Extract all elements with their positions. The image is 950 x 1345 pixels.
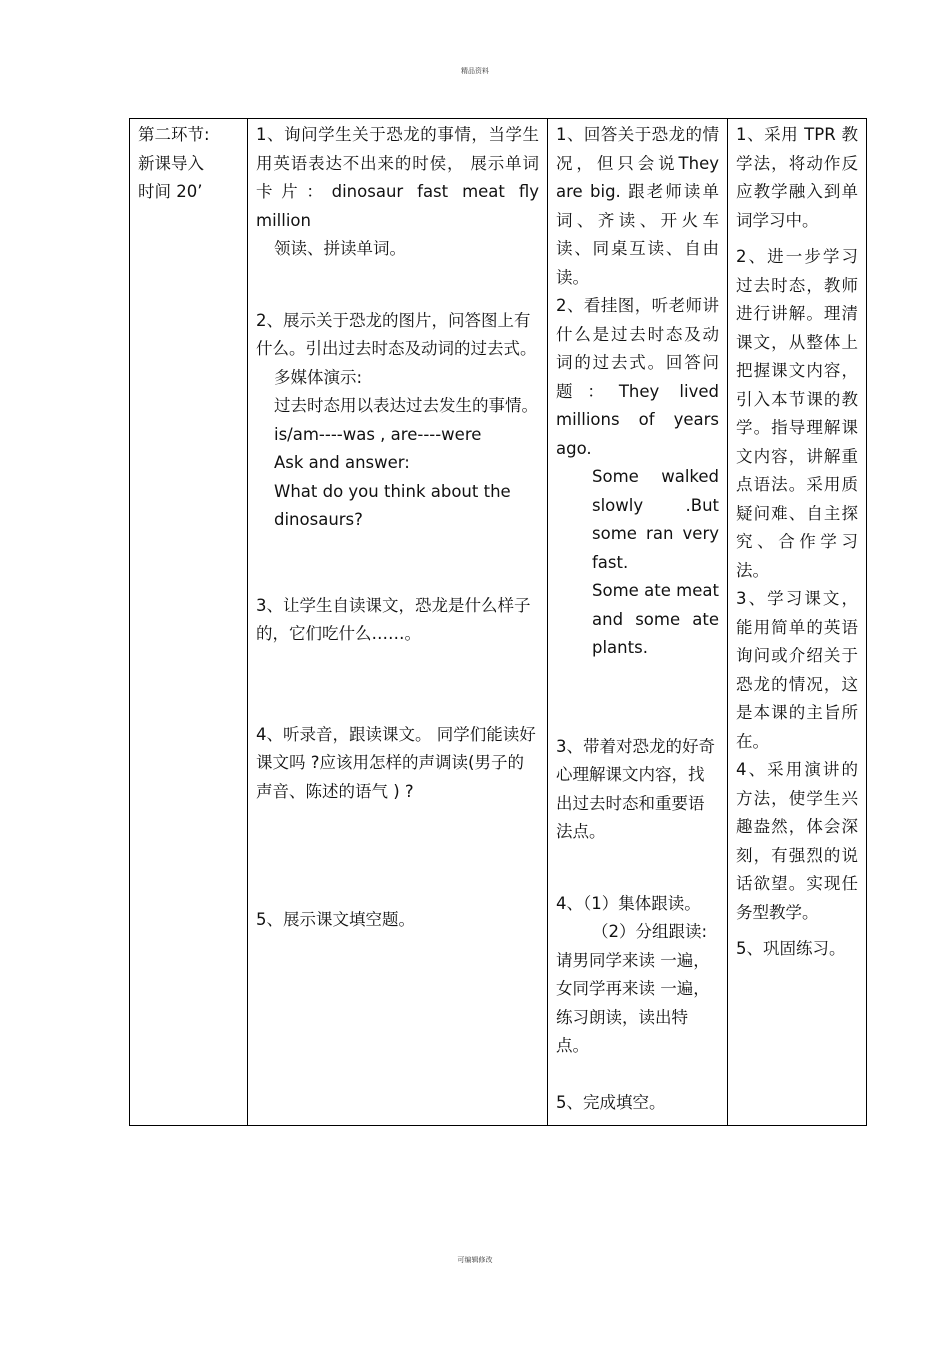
intent-3: 3、学习课文，能用简单的英语询问或介绍关于恐龙的情况，这是本课的主旨所在。: [736, 589, 858, 751]
footer-note: 可编辑修改: [457, 1256, 493, 1264]
student-step-2-example-1: Some walked slowly .But some ran very fast.: [592, 467, 719, 572]
stage-label: 第二环节:: [138, 125, 210, 144]
lesson-plan-table: [129, 118, 867, 1126]
stage-time: 时间 20’: [138, 182, 203, 201]
teacher-step-4: 4、听录音，跟读课文。 同学们能读好课文吗 ?应该用怎样的声调读(男子的声音、陈述的语气 ) ?: [256, 724, 536, 801]
teacher-step-2-ask: Ask and answer:: [274, 453, 410, 472]
intent-2: 2、进一步学习过去时态，教师进行讲解。理清课文，从整体上把握课文内容，引入本节课的教学。指导理解课文内容，讲解重点语法。采用质疑问难、自主探究、合作学习法。: [736, 247, 858, 580]
student-step-4: 4、（1）集体跟读。: [556, 893, 701, 913]
teacher-step-3: 3、让学生自读课文，恐龙是什么样子的，它们吃什么……。: [256, 595, 531, 643]
intent-4: 4、采用演讲的方法，使学生兴趣盎然，体会深刻，有强烈的说话欲望。实现任务型教学。: [736, 760, 858, 922]
student-step-5: 5、完成填空。: [556, 1092, 666, 1112]
student-step-2-example-2: Some ate meat and some ate plants.: [592, 581, 719, 657]
stage-title: 新课导入: [138, 153, 204, 173]
teacher-activity-cell: [248, 119, 548, 1126]
student-activity-cell: [548, 119, 728, 1126]
teacher-step-2: 2、展示关于恐龙的图片，问答图上有什么。引出过去时态及动词的过去式。: [256, 310, 537, 358]
stage-cell: [130, 119, 248, 1126]
student-step-4-detail: 请男同学来读 一遍，女同学再来读 一遍，练习朗读，读出特点。: [556, 950, 710, 1055]
teacher-step-1-note: 领读、拼读单词。: [274, 239, 406, 258]
student-step-2: 2、看挂图，听老师讲什么是过去时态及动词的过去式。回答问题：They lived millions of years ago.: [556, 296, 719, 458]
teacher-step-1: 1、询问学生关于恐龙的事情，当学生用英语表达不出来的时侯， 展示单词卡片：dinosaur fast meat fly million: [256, 125, 539, 230]
teacher-step-2-desc: 过去时态用以表达过去发生的事情。: [274, 396, 538, 415]
header-note: 精品资料: [461, 67, 489, 75]
intent-5: 5、巩固练习。: [736, 939, 846, 958]
teacher-step-2-question: What do you think about the dinosaurs?: [274, 481, 511, 529]
teacher-step-2-verbs: is/am----was , are----were: [274, 424, 482, 444]
student-step-4-group: （2）分组跟读:: [592, 922, 708, 941]
teacher-step-5: 5、展示课文填空题。: [256, 910, 415, 929]
table-row: [130, 119, 867, 1126]
design-intent-cell: [728, 119, 867, 1126]
student-step-1: 1、回答关于恐龙的情况，但只会说They are big. 跟老师读单词、齐读、开火车读、同桌互读、自由读。: [556, 125, 719, 287]
intent-1: 1、采用 TPR 教学法，将动作反应教学融入到单词学习中。: [736, 125, 858, 230]
teacher-step-2-media: 多媒体演示:: [274, 367, 363, 387]
student-step-3: 3、带着对恐龙的好奇心理解课文内容，找出过去时态和重要语法点。: [556, 736, 715, 841]
